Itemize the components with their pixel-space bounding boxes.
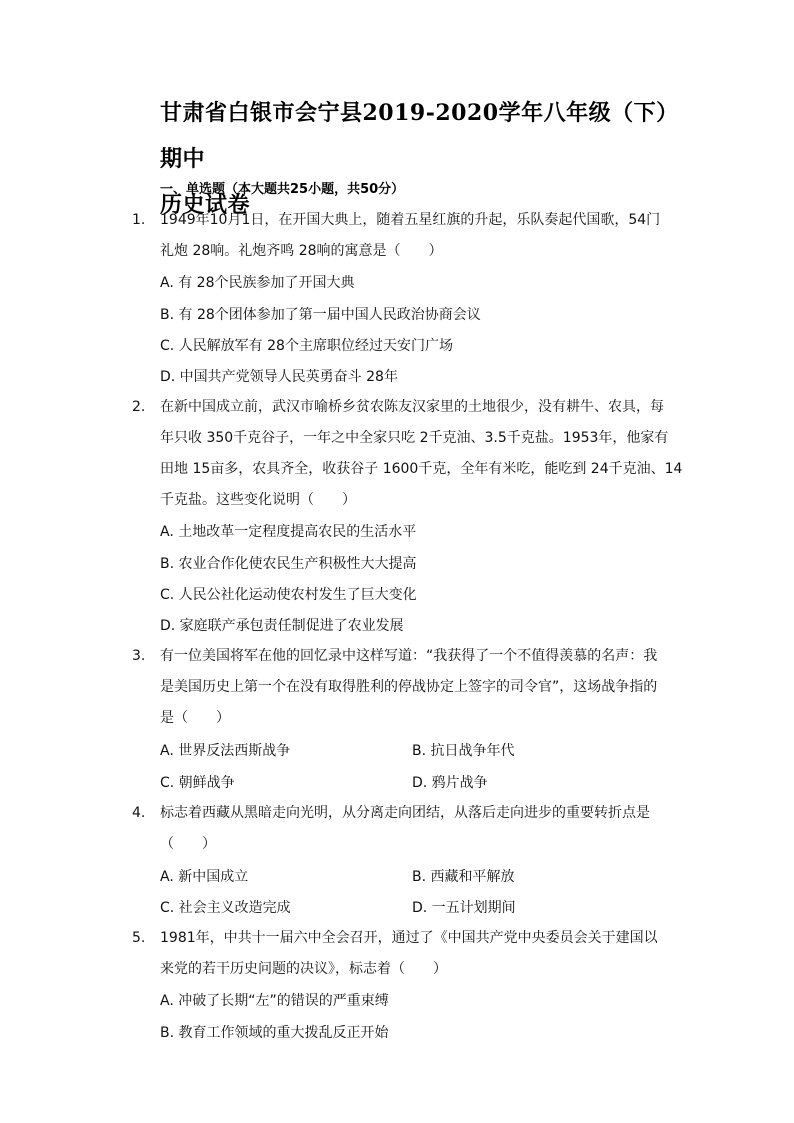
question-stem (160, 923, 665, 985)
question-number: 3. (132, 648, 146, 664)
question-line: 标志着西藏从黑暗走向光明，从分离走向团结，从落后走向进步的重要转折点是 (160, 805, 650, 821)
option-c: C. 人民公社化运动使农村发生了巨大变化 (160, 587, 417, 603)
option-b: B. 农业合作化使农民生产积极性大大提高 (160, 556, 417, 572)
question-line: 是（ ） (160, 710, 230, 726)
option-c: C. 人民解放军有 28个主席职位经过天安门广场 (160, 338, 453, 354)
question-number: 2. (132, 399, 146, 415)
option-c: C. 朝鲜战争 (160, 775, 235, 791)
option-a: A. 有 28个民族参加了开国大典 (160, 275, 355, 291)
option-a: A. 世界反法西斯战争 (160, 743, 291, 759)
question-line: 田地 15亩多，农具齐全，收获谷子 1600千克，全年有米吃，能吃到 24千克油、14 (160, 461, 683, 477)
question-line: 千克盐。这些变化说明（ ） (160, 492, 356, 508)
question-number: 4. (132, 805, 146, 821)
option-b: B. 有 28个团体参加了第一届中国人民政治协商会议 (160, 307, 481, 323)
question-line: 是美国历史上第一个在没有取得胜利的停战协定上签字的司令官”，这场战争指的 (160, 679, 658, 695)
question-line: （ ） (160, 836, 216, 852)
option-a: A. 新中国成立 (160, 869, 249, 885)
option-b: B. 教育工作领域的重大拨乱反正开始 (160, 1025, 389, 1041)
question-line: 年只收 350千克谷子，一年之中全家只吃 2千克油、3.5千克盐。1953年，他家有 (160, 430, 669, 446)
section-heading: 一、单选题（本大题共25小题，共50分） (160, 182, 405, 197)
title-line-1: 甘肃省白银市会宁县2019-2020学年八年级（下）期中 (160, 100, 679, 172)
question-line: 1981年，中共十一届六中全会召开，通过了《中国共产党中央委员会关于建国以 (160, 930, 658, 946)
question-line: 1949年10月1日，在开国大典上，随着五星红旗的升起，乐队奏起代国歌，54门 (160, 212, 661, 228)
option-d: D. 鸦片战争 (412, 775, 488, 791)
question-line: 来党的若干历史问题的决议》，标志着（ ） (160, 961, 447, 977)
option-d: D. 中国共产党领导人民英勇奋斗 28年 (160, 369, 398, 385)
option-b: B. 西藏和平解放 (412, 869, 515, 885)
question-stem (160, 205, 665, 267)
option-d: D. 家庭联产承包责任制促进了农业发展 (160, 618, 404, 634)
option-a: A. 冲破了长期“左”的错误的严重束缚 (160, 993, 389, 1009)
question-stem (160, 641, 665, 734)
option-b: B. 抗日战争年代 (412, 743, 515, 759)
question-line: 有一位美国将军在他的回忆录中这样写道：“我获得了一个不值得羡慕的名声：我 (160, 648, 658, 664)
question-line: 在新中国成立前，武汉市喻桥乡贫农陈友汉家里的土地很少，没有耕牛、农具，每 (160, 399, 664, 415)
question-stem (160, 798, 665, 860)
title-line-2: 历史试卷 (160, 192, 251, 218)
option-a: A. 土地改革一定程度提高农民的生活水平 (160, 524, 417, 540)
question-number: 1. (132, 212, 146, 228)
question-line: 礼炮 28响。礼炮齐鸣 28响的寓意是（ ） (160, 243, 443, 259)
option-d: D. 一五计划期间 (412, 900, 516, 916)
question-stem (160, 392, 683, 516)
question-number: 5. (132, 930, 146, 946)
option-c: C. 社会主义改造完成 (160, 900, 291, 916)
